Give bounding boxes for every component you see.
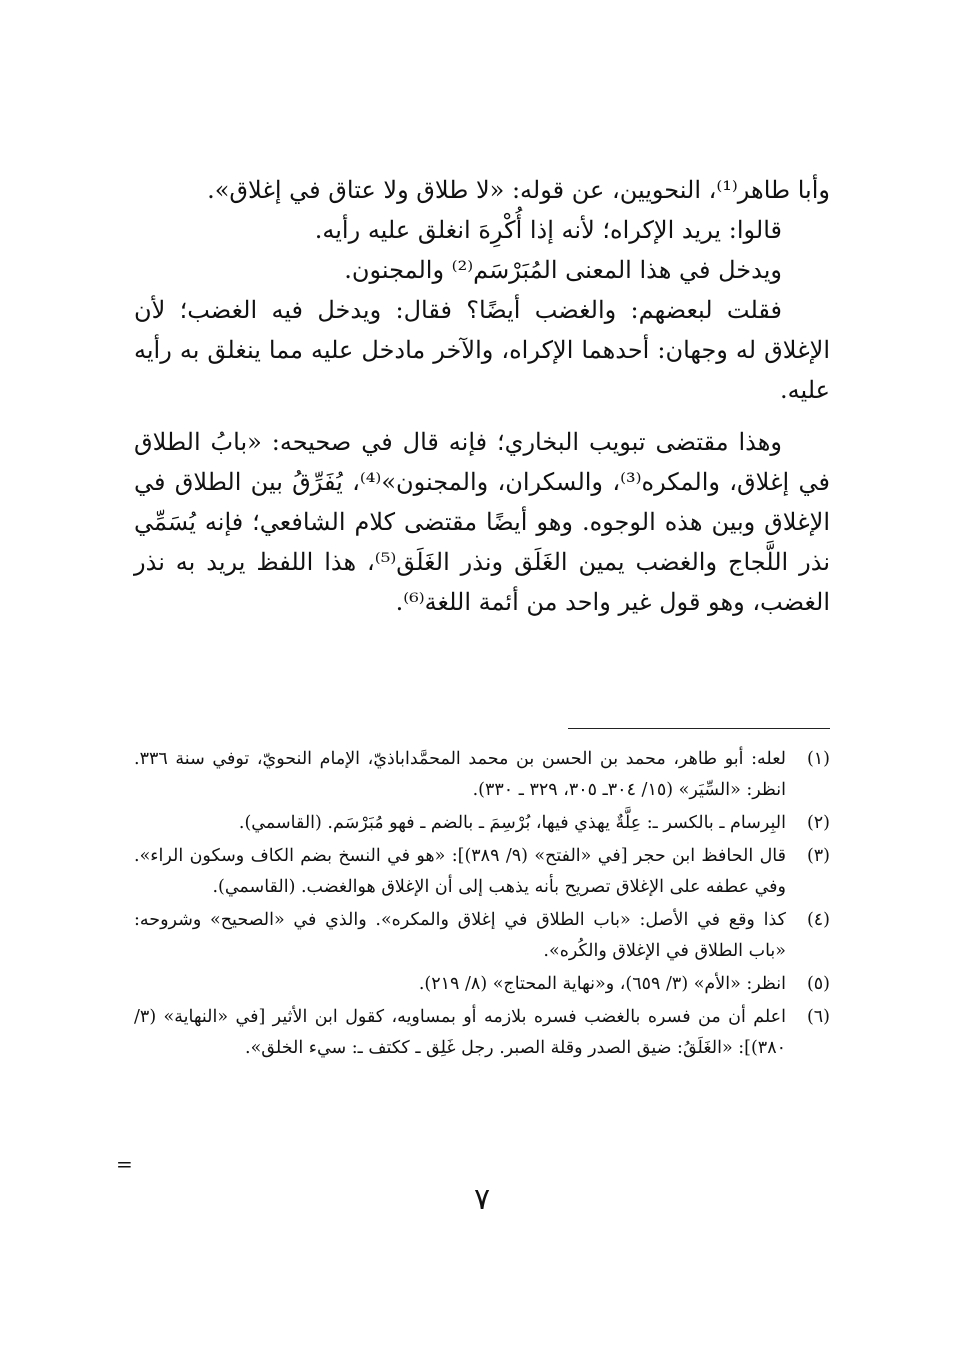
footnote-5 [134,969,830,1000]
footnote-separator [568,728,830,729]
footnote-4 [134,905,830,967]
paragraph-4: فقلت لبعضهم: والغضب أيضًا؟ فقال: ويدخل فيه الغضب؛ لأن الإغلاق له وجهان: أحدهما الإكراه، والآخر مادخل عليه مما ينغلق به رأيه عليه. [134,296,830,404]
footnote-number: (٢) [806,813,830,833]
footnote-3 [134,841,830,903]
footnote-2 [134,808,830,839]
footnote-6 [134,1002,830,1064]
footnote-text: لعله: أبو طاهر، محمد بن الحسن بن محمد المحمَّداباذيّ، الإمام النحويّ، توفي سنة ٣٣٦. انظر: «السِّيَر» (١٥/ ٣٠٤ـ ٣٠٥، ٣٢٩ ـ ٣٣٠). [134,749,786,800]
footnote-number: (٣) [806,846,830,866]
footnote-text: البِرسام ـ بالكسر ـ: عِلَّةٌ يهذي فيها، بُرْسِمَ ـ بالضم ـ فهو مُبَرْسَم. (القاسمي). [238,813,786,833]
paragraph-3: ويدخل في هذا المعنى المُبَرْسَم⁽²⁾ والمجنون. [344,256,782,284]
footnote-text: كذا وقع في الأصل: «باب الطلاق في إغلاق والمكره». والذي في «الصحيح» وشروحه: «باب الطلاق في الإغلاق والكُره». [134,910,786,961]
page-number: ٧ [473,1182,491,1217]
paragraph-5: وهذا مقتضى تبويب البخاري؛ فإنه قال في صحيحه: «بابُ الطلاق في إغلاق، والمكره⁽³⁾، والسكران، والمجنون»⁽⁴⁾، يُفَرِّقُ بين الطلاق في الإغلاق وبين هذه الوجوه. وهو أيضًا مقتضى كلام الشافعي؛ فإنه يُسَمِّي نذر اللَّجاج والغضب يمين الغَلَق ونذر الغَلَق⁽⁵⁾، هذا اللفظ يريد به نذر الغضب، وهو قول غير واحد من أئمة اللغة⁽⁶⁾. [134,428,830,616]
footnote-continuation-mark: = [116,1152,133,1176]
footnote-text: قال الحافظ ابن حجر [في «الفتح» (٩/ ٣٨٩)]: «هو في النسخ بضم الكاف وسكون الراء». وفي عطفه على الإغلاق تصريح بأنه يذهب إلى أن الإغلاق هوالغضب. (القاسمي). [134,846,786,897]
footnote-text: انظر: «الأم» (٣/ ٦٥٩)، و«نهاية المحتاج» (٨/ ٢١٩). [418,974,786,994]
footnote-number: (١) [806,749,830,769]
footnote-number: (٦) [806,1007,830,1027]
footnote-text: اعلم أن من فسره بالغضب فسره بلازمه أو بمساويه، كقول ابن الأثير [في «النهاية» (٣/ ٣٨٠)]: «الغَلَقُ: ضيق الصدر وقلة الصبر. رجل غَلِق ـ ككتف ـ: سيء الخلق». [134,1007,786,1058]
footnote-number: (٥) [806,974,830,994]
footnote-1 [134,744,830,806]
footnotes [134,744,830,1066]
footnote-number: (٤) [806,910,830,930]
paragraph-1: وأبا طاهر⁽¹⁾، النحويين، عن قوله: «لا طلاق ولا عتاق في إغلاق». [207,176,830,204]
main-text [134,170,830,622]
paragraph-2: قالوا: يريد الإكراه؛ لأنه إذا أُكْرِهَ انغلق عليه رأيه. [314,216,782,244]
